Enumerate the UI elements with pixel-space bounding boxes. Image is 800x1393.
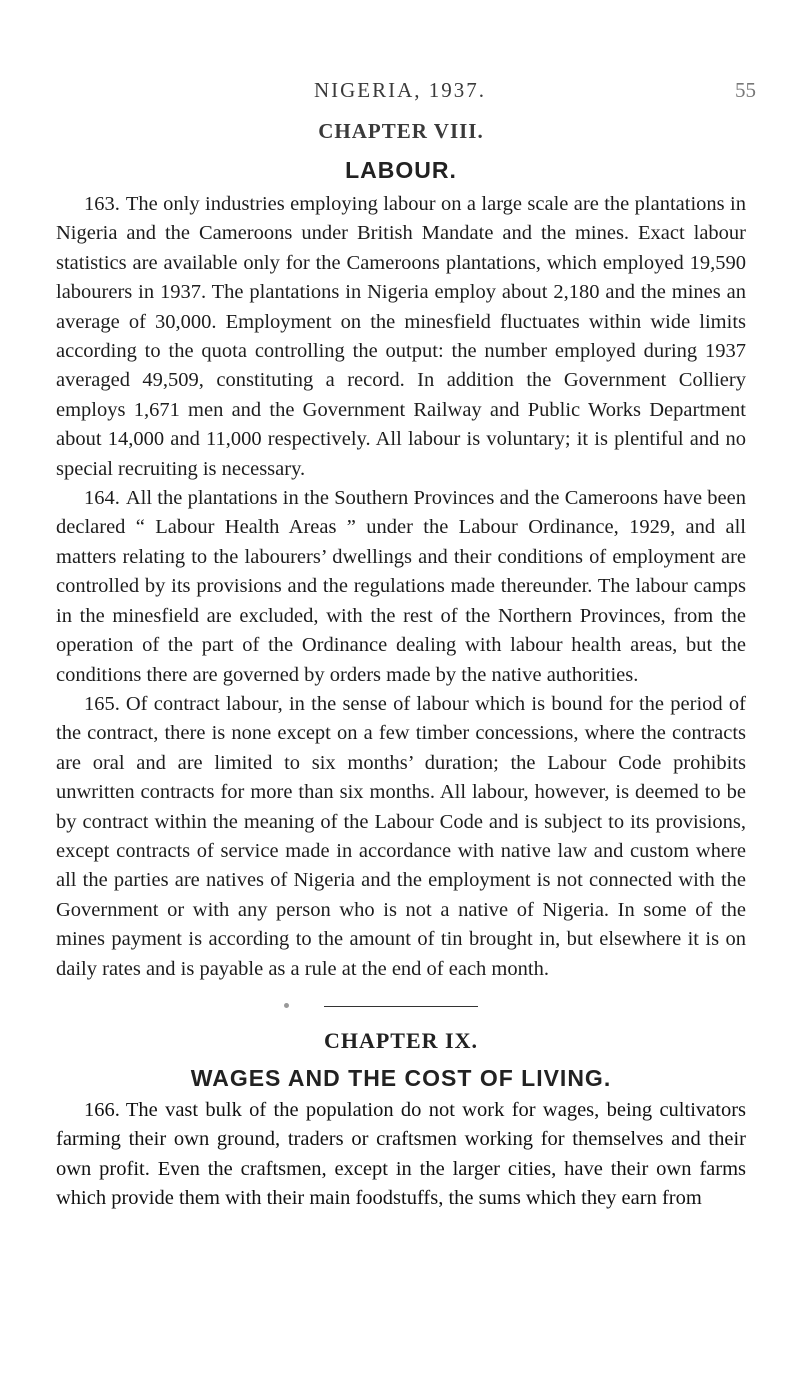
chapter-viii: [56, 118, 746, 984]
paragraph-text: All the plantations in the Southern Provinces and the Cameroons have been declared “ Labour Health Areas ” under the Labour Ordinance, 1929, and all matters relating to the labourers’ dwellings and their conditions of employment are controlled by its provisions and the regulations made thereunder. The labour camps in the minesfield are excluded, with the rest of the Northern Provinces, from the operation of the part of the Ordinance dealing with labour health areas, but the conditions there are governed by orders made by the native authorities.: [56, 487, 746, 686]
ink-speck: [284, 1003, 289, 1008]
chapter-label: CHAPTER IX.: [323, 1027, 478, 1053]
paragraph-number: 163.: [84, 193, 120, 215]
paragraph-163: [56, 190, 746, 484]
chapter-label: CHAPTER VIII.: [318, 119, 484, 143]
paragraph-text: Of contract labour, in the sense of labour which is bound for the period of the contract, there is none except on a few timber concessions, where the contracts are oral and are limited to six months’ duration; the Labour Code prohibits unwritten contracts for more than six months. All labour, however, is deemed to be by contract within the meaning of the Labour Code and is subject to its provisions, except contracts of service made in accordance with native law and custom where all the parties are natives of Nigeria and the employment is not connected with the Government or with any person who is not a native of Nigeria. In some of the mines payment is according to the amount of tin brought in, but elsewhere it is on daily rates and is payable as a rule at the end of each month.: [56, 692, 746, 980]
text-column: [56, 118, 746, 1214]
paragraph-number: 164.: [84, 487, 120, 510]
chapter-title: LABOUR.: [345, 157, 457, 183]
paragraph-165: [56, 690, 746, 984]
running-title: NIGERIA, 1937.: [313, 78, 487, 102]
divider-rule: [324, 1006, 478, 1007]
paragraph-164: [56, 484, 746, 690]
paragraph-166: [56, 1096, 746, 1214]
running-header: [0, 78, 800, 108]
chapter-ix: [56, 1028, 746, 1214]
paragraph-number: 165.: [84, 692, 120, 715]
paragraph-text: The vast bulk of the population do not work for wages, being cultivators farming their own ground, traders or craftsmen working for themselves and their own profit. Even the craftsmen, except in the larger cities, have their own farms which provide them with their main foodstuffs, the sums which they earn from: [56, 1098, 746, 1210]
page-number: 55: [735, 78, 756, 102]
section-divider: [56, 984, 746, 1026]
chapter-title: WAGES AND THE COST OF LIVING.: [190, 1064, 612, 1091]
paragraph-number: 166.: [84, 1098, 120, 1121]
paragraph-text: The only industries employing labour on a large scale are the plantations in Nigeria and the Cameroons under British Mandate and the mines. Exact labour statistics are available only for the Cameroons plantations, which employed 19,590 labourers in 1937. The plantations in Nigeria employ about 2,180 and the mines an average of 30,000. Employment on the minesfield fluctuates within wide limits according to the quota controlling the output: the number employed during 1937 averaged 49,509, constituting a record. In addition the Government Colliery employs 1,671 men and the Government Railway and Public Works Department about 14,000 and 11,000 respectively. All labour is voluntary; it is plentiful and no special recruiting is necessary.: [56, 193, 746, 480]
